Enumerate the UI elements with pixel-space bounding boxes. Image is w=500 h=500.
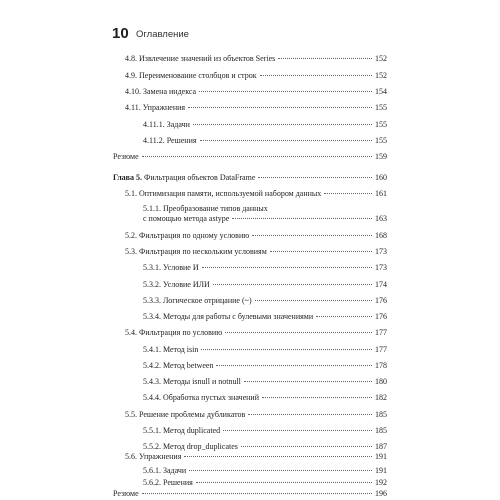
chapter-number: Глава 5. <box>113 173 142 182</box>
toc-entry <box>125 54 387 64</box>
toc-entry-page: 161 <box>375 189 387 198</box>
toc-entry-page: 191 <box>375 466 387 475</box>
toc-leader-dots <box>248 414 372 415</box>
toc-entry <box>143 361 387 371</box>
toc-entry-page: 176 <box>375 312 387 321</box>
toc-entry <box>143 478 387 488</box>
toc-entry-label: 4.11.2. Решения <box>143 136 197 145</box>
toc-entry-page: 152 <box>375 71 387 80</box>
toc-entry-label <box>113 173 255 183</box>
toc-entry-page: 155 <box>375 103 387 112</box>
toc-leader-dots <box>196 482 372 483</box>
toc-entry-page: 152 <box>375 54 387 63</box>
toc-leader-dots <box>252 235 372 236</box>
toc-entry <box>143 214 387 224</box>
toc-entry-page: 160 <box>375 173 387 182</box>
toc-leader-dots <box>232 218 372 219</box>
toc-entry <box>125 189 387 199</box>
toc-entry-page: 173 <box>375 263 387 272</box>
toc-entry-label: 4.9. Переименование столбцов и строк <box>125 71 257 80</box>
toc-entry <box>143 263 387 273</box>
toc-leader-dots <box>241 446 372 447</box>
toc-entry-page: 180 <box>375 377 387 386</box>
toc-entry-page: 187 <box>375 442 387 451</box>
toc-entry-label: 5.2. Фильтрация по одному условию <box>125 231 250 240</box>
toc-entry-label: 5.4. Фильтрация по условию <box>125 328 223 337</box>
toc-leader-dots <box>260 75 372 76</box>
toc-entry <box>143 120 387 130</box>
toc-leader-dots <box>225 332 372 333</box>
toc-entry-page: 155 <box>375 120 387 129</box>
toc-entry-label: 4.11.1. Задачи <box>143 120 190 129</box>
toc-entry-label: 5.6.1. Задачи <box>143 466 187 475</box>
toc-entry <box>143 345 387 355</box>
toc-entry <box>113 152 387 162</box>
page-number: 10 <box>112 25 129 42</box>
toc-entry-label: 4.8. Извлечение значений из объектов Series <box>125 54 276 63</box>
toc-entry-label: 4.10. Замена индекса <box>125 87 197 96</box>
toc-entry-page: 177 <box>375 345 387 354</box>
toc-entry <box>143 377 387 387</box>
toc-entry-page: 185 <box>375 426 387 435</box>
toc-entry <box>143 136 387 146</box>
toc-leader-dots <box>184 456 372 457</box>
toc-leader-dots <box>202 267 372 268</box>
toc-entry-label: 5.3.1. Условие И <box>143 263 199 272</box>
toc-entry <box>125 231 387 241</box>
toc-entry-label: 5.3.2. Условие ИЛИ <box>143 280 210 289</box>
toc-entry-label: Резюме <box>113 489 139 498</box>
toc-entry <box>113 489 387 499</box>
toc-entry <box>125 71 387 81</box>
toc-entry <box>125 103 387 113</box>
toc-entry-line1 <box>143 204 268 214</box>
toc-entry-page: 155 <box>375 136 387 145</box>
chapter-title: Фильтрация объектов DataFrame <box>142 173 256 182</box>
toc-entry <box>125 328 387 338</box>
toc-entry <box>125 452 387 462</box>
toc-entry-page: 159 <box>375 152 387 161</box>
toc-entry-page: 174 <box>375 280 387 289</box>
toc-leader-dots <box>262 397 372 398</box>
toc-entry-page: 191 <box>375 452 387 461</box>
toc-chapter-entry <box>113 173 387 183</box>
toc-leader-dots <box>142 156 372 157</box>
toc-entry-label: 5.5.2. Метод drop_duplicates <box>143 442 238 451</box>
toc-entry-page: 192 <box>375 478 387 487</box>
running-title: Оглавление <box>136 29 189 40</box>
toc-entry-label: 4.11. Упражнения <box>125 103 186 112</box>
toc-entry-page: 154 <box>375 87 387 96</box>
toc-leader-dots <box>316 316 372 317</box>
toc-entry-page: 176 <box>375 296 387 305</box>
toc-entry-page: 177 <box>375 328 387 337</box>
toc-leader-dots <box>324 193 372 194</box>
toc-leader-dots <box>270 251 372 252</box>
toc-entry-label: 5.4.4. Обработка пустых значений <box>143 393 259 402</box>
toc-entry-label: с помощью метода astype <box>143 214 230 223</box>
toc-entry <box>143 426 387 436</box>
toc-entry <box>125 87 387 97</box>
toc-entry-page: 196 <box>375 489 387 498</box>
toc-leader-dots <box>244 381 372 382</box>
toc-entry-label: 5.6. Упражнения <box>125 452 182 461</box>
toc-entry <box>143 296 387 306</box>
toc-leader-dots <box>200 140 372 141</box>
toc-entry-label: 5.3.4. Методы для работы с булевыми значениями <box>143 312 314 321</box>
toc-entry <box>125 247 387 257</box>
toc-leader-dots <box>201 349 372 350</box>
toc-leader-dots <box>199 91 372 92</box>
toc-entry-page: 173 <box>375 247 387 256</box>
toc-entry <box>143 466 387 476</box>
toc-leader-dots <box>213 284 372 285</box>
toc-leader-dots <box>216 365 372 366</box>
toc-entry-label: 5.4.1. Метод isin <box>143 345 199 354</box>
toc-entry-label: 5.5.1. Метод duplicated <box>143 426 221 435</box>
toc-entry-label: 5.4.2. Метод between <box>143 361 214 370</box>
toc-entry-page: 178 <box>375 361 387 370</box>
toc-entry-label: 5.5. Решение проблемы дубликатов <box>125 410 246 419</box>
toc-entry-label: Резюме <box>113 152 139 161</box>
toc-entry-label-line1: 5.1.1. Преобразование типов данных <box>143 204 268 213</box>
toc-entry-label: 5.1. Оптимизация памяти, используемой набором данных <box>125 189 322 198</box>
toc-leader-dots <box>255 300 372 301</box>
toc-entry-page: 185 <box>375 410 387 419</box>
toc-entry <box>143 312 387 322</box>
toc-leader-dots <box>278 58 372 59</box>
toc-leader-dots <box>189 470 372 471</box>
toc-entry-page: 168 <box>375 231 387 240</box>
toc-leader-dots <box>223 430 372 431</box>
toc-entry-label: 5.4.3. Методы isnull и notnull <box>143 377 241 386</box>
toc-entry-label: 5.3. Фильтрация по нескольким условиям <box>125 247 267 256</box>
toc-entry <box>125 410 387 420</box>
toc-entry <box>143 442 387 452</box>
toc-entry-label: 5.3.3. Логическое отрицание (~) <box>143 296 252 305</box>
toc-leader-dots <box>193 124 372 125</box>
toc-leader-dots <box>258 177 372 178</box>
toc-entry <box>143 393 387 403</box>
toc-entry-label: 5.6.2. Решения <box>143 478 193 487</box>
toc-leader-dots <box>142 493 372 494</box>
toc-entry-page: 163 <box>375 214 387 223</box>
toc-entry-page: 182 <box>375 393 387 402</box>
toc-leader-dots <box>188 107 372 108</box>
toc-entry <box>143 280 387 290</box>
